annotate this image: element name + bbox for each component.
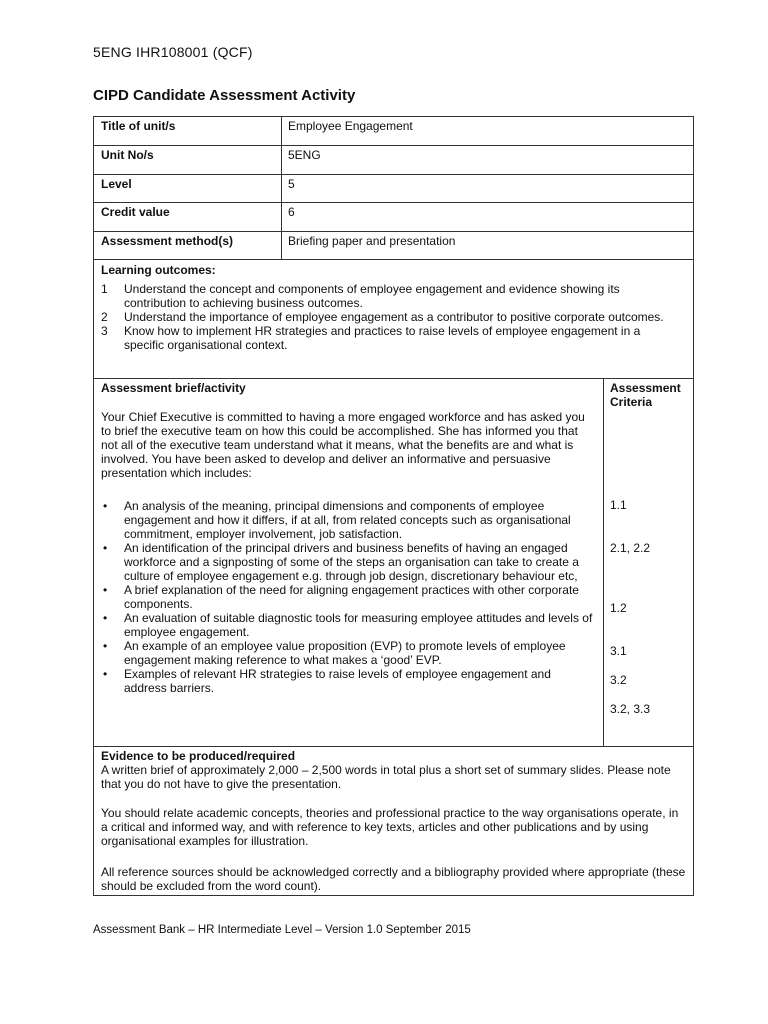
bullet-icon: • <box>103 499 108 513</box>
item-number: 2 <box>101 310 108 324</box>
item-text: A brief explanation of the need for aligning engagement practices with other corporate components. <box>124 583 579 611</box>
row-label: Unit No/s <box>101 148 154 162</box>
row-label: Title of unit/s <box>101 119 176 133</box>
assessment-brief-section <box>94 379 693 747</box>
list-item <box>101 541 595 583</box>
item-number: 3 <box>101 324 108 338</box>
item-text: Examples of relevant HR strategies to raise levels of employee engagement and address barriers. <box>124 667 551 695</box>
row-label: Credit value <box>101 205 170 219</box>
list-item <box>101 310 681 324</box>
evidence-section <box>94 747 693 895</box>
learning-outcomes-heading: Learning outcomes: <box>101 263 216 277</box>
criteria-value: 3.1 <box>610 644 627 658</box>
brief-list <box>101 499 595 695</box>
evidence-heading: Evidence to be produced/required <box>101 749 296 763</box>
item-text: An evaluation of suitable diagnostic tools for measuring employee attitudes and levels of employee engagement. <box>124 611 593 639</box>
item-text: Understand the importance of employee engagement as a contributor to positive corporate outcomes. <box>124 310 664 324</box>
criteria-value: 3.2 <box>610 673 627 687</box>
row-value: 5ENG <box>288 148 321 162</box>
document-code: 5ENG IHR108001 (QCF) <box>93 44 253 60</box>
table-row <box>94 146 693 175</box>
item-text: An identification of the principal drivers and business benefits of having an engaged workforce and a signposting of some of the steps an organisation can take to create a culture of employee engagement e.g. through job design, discretionary behaviour etc, <box>124 541 579 583</box>
item-text: An example of an employee value proposition (EVP) to promote levels of employee engagement making reference to what makes a ‘good’ EVP. <box>124 639 566 667</box>
page-title: CIPD Candidate Assessment Activity <box>93 87 356 104</box>
list-item <box>101 667 595 695</box>
bullet-icon: • <box>103 583 108 597</box>
evidence-paragraph: A written brief of approximately 2,000 – 2,500 words in total plus a short set of summary slides. Please note that you do not have to give the presentation. <box>101 763 671 791</box>
item-text: Know how to implement HR strategies and practices to raise levels of employee engagement in a specific organisational context. <box>124 324 641 352</box>
row-value: Employee Engagement <box>288 119 413 133</box>
row-label: Level <box>101 177 132 191</box>
criteria-value: 3.2, 3.3 <box>610 702 651 716</box>
item-text: An analysis of the meaning, principal dimensions and components of employee engagement and how it differs, if at all, from related concepts such as organisational commitment, employer involvement, job satisfaction. <box>124 499 571 541</box>
criteria-value: 2.1, 2.2 <box>610 541 651 555</box>
list-item <box>101 282 681 310</box>
page-footer: Assessment Bank – HR Intermediate Level – Version 1.0 September 2015 <box>93 924 471 936</box>
list-item <box>101 611 595 639</box>
list-item <box>101 639 595 667</box>
row-value: 6 <box>288 205 295 219</box>
list-item <box>101 499 595 541</box>
brief-intro: Your Chief Executive is committed to having a more engaged workforce and has asked you to brief the executive team on how this could be accomplished. She has informed you that not all of the executive team understand what it means, what the benefits are and what is involved. You have been asked to develop and deliver an informative and persuasive presentation which includes: <box>101 410 585 480</box>
row-value: Briefing paper and presentation <box>288 234 456 248</box>
criteria-value: 1.1 <box>610 498 627 512</box>
item-number: 1 <box>101 282 108 296</box>
bullet-icon: • <box>103 611 108 625</box>
list-item <box>101 583 595 611</box>
table-row <box>94 175 693 203</box>
table-row <box>94 203 693 232</box>
evidence-paragraph: You should relate academic concepts, theories and professional practice to the way organisations operate, in a critical and informed way, and with reference to key texts, articles and other publications and by using organisational examples for illustration. <box>101 806 679 848</box>
brief-heading: Assessment brief/activity <box>101 381 246 395</box>
row-label: Assessment method(s) <box>101 234 234 248</box>
criteria-value: 1.2 <box>610 601 627 615</box>
learning-outcomes-list <box>101 282 681 352</box>
criteria-heading: Assessment Criteria <box>610 381 681 409</box>
row-value: 5 <box>288 177 295 191</box>
evidence-paragraph: All reference sources should be acknowledged correctly and a bibliography provided where appropriate (these should be excluded from the word count). <box>101 865 686 893</box>
table-row <box>94 232 693 260</box>
list-item <box>101 324 681 352</box>
table-row <box>94 117 693 146</box>
assessment-table <box>93 116 694 896</box>
item-text: Understand the concept and components of employee engagement and evidence showing its contribution to achieving business outcomes. <box>124 282 620 310</box>
bullet-icon: • <box>103 667 108 681</box>
bullet-icon: • <box>103 541 108 555</box>
bullet-icon: • <box>103 639 108 653</box>
learning-outcomes-section <box>94 260 693 379</box>
